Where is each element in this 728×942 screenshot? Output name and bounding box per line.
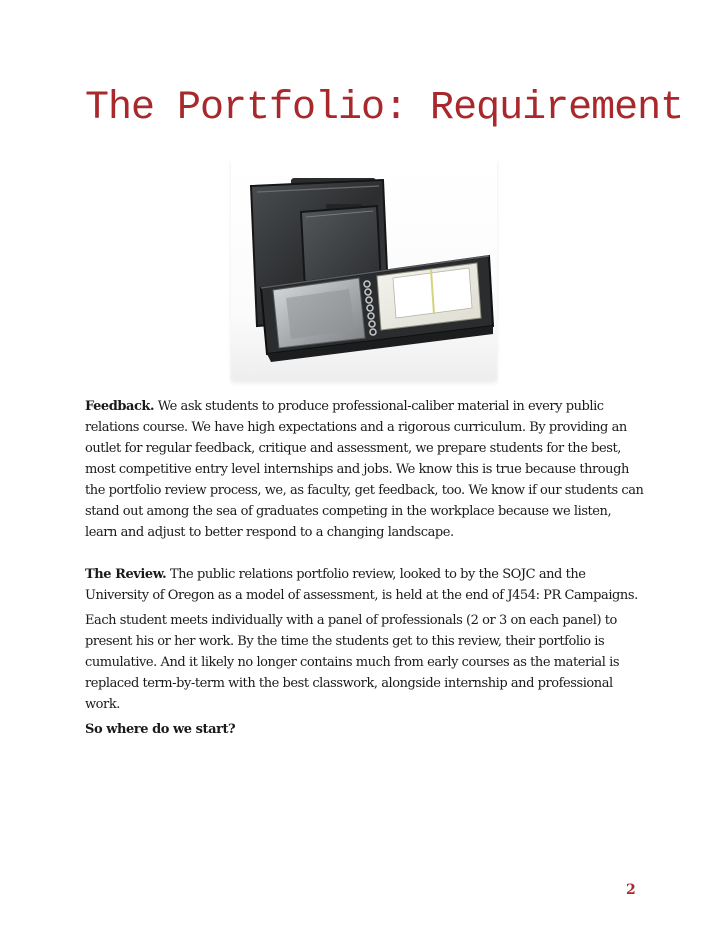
panel-paragraph: Each student meets individually with a panel of professionals (2 or 3 on each panel) to present his or her work. By the time the students get to this review, their portfolio is cumulative. And it likely no longer contains much from early courses as the material is replaced term-by-term with the best classwork, alongside internship and professional work. (85, 613, 620, 712)
feedback-heading: Feedback. (85, 399, 155, 414)
feedback-text: We ask students to produce professional-caliber material in every public relations course. We have high expectations and a rigorous curriculum. By providing an outlet for regular feedback, critique and assessment, we prepare students for the best, most competitive entry level internships and jobs. We know this is true because through the portfolio review process, we, as faculty, get feedback, too. We know if our students can stand out among the sea of graduates competing in the workplace because we listen, learn and adjust to better respond to a changing landscape. (85, 399, 644, 540)
review-paragraph (85, 564, 645, 606)
review-heading: The Review. (85, 567, 167, 582)
review-text: The public relations portfolio review, looked to by the SOJC and the University of Oregon as a model of assessment, is held at the end of J454: PR Campaigns. (85, 567, 638, 603)
portfolio-cases-illustration (231, 158, 497, 380)
body-text (85, 396, 645, 740)
feedback-paragraph (85, 396, 645, 543)
closing-question: So where do we start? (85, 722, 236, 737)
page-title: The Portfolio: Requirement (85, 86, 684, 131)
page-number: 2 (626, 882, 636, 898)
portfolio-cases-photo (231, 158, 497, 380)
